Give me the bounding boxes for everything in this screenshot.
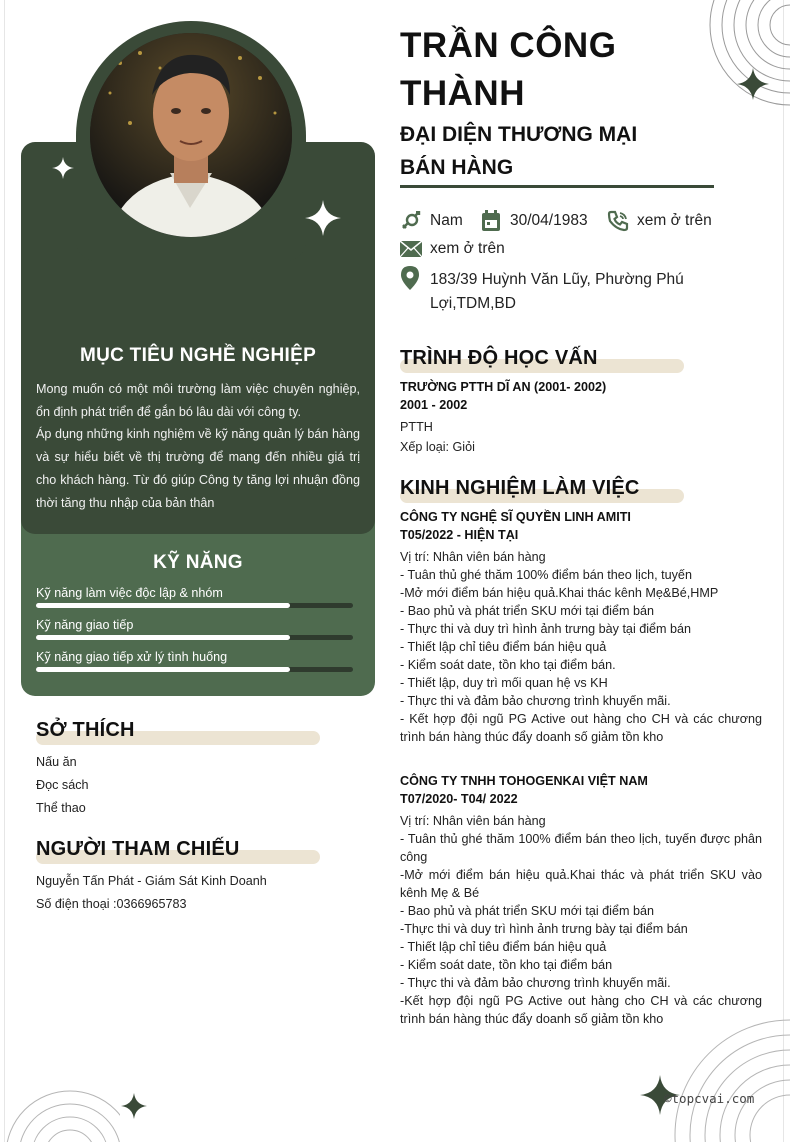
email-icon — [400, 241, 422, 257]
watermark: ©topcvai.com — [664, 1091, 755, 1106]
hobby-item: Đọc sách — [36, 778, 89, 792]
job-description-line: - Thiết lập chỉ tiêu điểm bán hiệu quả — [400, 640, 607, 654]
experience-title: KINH NGHIỆM LÀM VIỆC — [400, 477, 640, 499]
job-description-line: - Kết hợp đội ngũ PG Active out hàng cho CH và các chương trình bán hàng thúc đẩy doanh số giảm tồn kho — [400, 712, 762, 744]
role-line: ĐẠI DIỆN THƯƠNG MẠI — [400, 123, 638, 146]
job-description-line: - Bao phủ và phát triển SKU mới tại điểm bán — [400, 904, 654, 918]
job-description-line: - Kiểm soát date, tồn kho tại điểm bán. — [400, 658, 616, 672]
job-description-line: - Kiểm soát date, tồn kho tại điểm bán — [400, 958, 613, 972]
skill-label: Kỹ năng giao tiếp — [36, 618, 134, 632]
job-description-line: -Mở mới điểm bán hiệu quả.Khai thác kênh Mẹ&Bé,HMP — [400, 586, 719, 600]
address-line: Lợi,TDM,BD — [430, 295, 516, 312]
birthday-value: 30/04/1983 — [510, 212, 588, 229]
job-description-line: - Thiết lập chỉ tiêu điểm bán hiệu quả — [400, 940, 607, 954]
education-period: 2001 - 2002 — [400, 398, 468, 412]
references-title: NGƯỜI THAM CHIẾU — [36, 838, 240, 860]
hobby-item: Thể thao — [36, 801, 86, 815]
education-major: PTTH — [400, 420, 433, 434]
job-description-line: - Thực thi và đảm bảo chương trình khuyến mãi. — [400, 976, 671, 990]
job-description-line: -Mở mới điểm bán hiệu quả.Khai thác và phát triển SKU vào kênh Mẹ & Bé — [400, 868, 762, 900]
name-line: TRẦN CÔNG — [400, 26, 617, 65]
job-description-line: Vị trí: Nhân viên bán hàng — [400, 550, 546, 564]
sparkle-icon — [305, 200, 341, 236]
reference-name: Nguyễn Tấn Phát - Giám Sát Kinh Doanh — [36, 874, 267, 888]
skill-bar — [36, 667, 353, 672]
objective-paragraph: Áp dụng những kinh nghiệm về kỹ năng quản lý bán hàng và sự hiểu biết về thị trường để mang đến nhiều giá trị cho khách hàng. Từ đó giúp Công ty tăng lợi nhuận đồng thời tăng thu nhập của bản thân — [36, 427, 360, 510]
sparkle-icon — [121, 1093, 147, 1119]
gender-icon — [400, 211, 422, 233]
job-description-line: - Tuân thủ ghé thăm 100% điểm bán theo lịch, tuyến — [400, 568, 692, 582]
name-line: THÀNH — [400, 74, 525, 113]
company-name: CÔNG TY TNHH TOHOGENKAI VIỆT NAM — [400, 774, 648, 788]
sparkle-icon — [52, 157, 74, 179]
profile-photo — [90, 33, 292, 237]
education-title: TRÌNH ĐỘ HỌC VẤN — [400, 347, 598, 369]
skill-label: Kỹ năng giao tiếp xử lý tình huống — [36, 650, 228, 664]
objective-title: MỤC TIÊU NGHỀ NGHIỆP — [79, 345, 317, 366]
hobbies-title: SỞ THÍCH — [36, 719, 135, 741]
address-line: 183/39 Huỳnh Văn Lũy, Phường Phú — [430, 271, 684, 288]
job-description-line: -Kết hợp đội ngũ PG Active out hàng cho CH và các chương trình bán hàng thúc đẩy doanh số giảm tồn kho — [400, 994, 762, 1026]
school-name: TRƯỜNG PTTH DĨ AN (2001- 2002) — [400, 380, 607, 394]
hobby-item: Nấu ăn — [36, 755, 77, 769]
job-description-line: - Tuân thủ ghé thăm 100% điểm bán theo lịch, tuyến được phân công — [400, 832, 762, 864]
skill-bar-fill — [36, 667, 290, 672]
calendar-icon — [481, 210, 501, 232]
job-period: T07/2020- T04/ 2022 — [400, 792, 518, 806]
phone-value: xem ở trên — [637, 212, 712, 229]
job-description-line: - Thực thi và đảm bảo chương trình khuyến mãi. — [400, 694, 671, 708]
skill-bar-fill — [36, 603, 290, 608]
location-icon — [401, 266, 419, 290]
job-description-line: - Thiết lập, duy trì mối quan hệ vs KH — [400, 676, 608, 690]
decorative-arcs-bottom-left — [0, 1060, 120, 1142]
education-grade: Xếp loại: Giỏi — [400, 440, 475, 454]
address-value — [430, 268, 684, 316]
skills-title: KỸ NĂNG — [153, 552, 243, 573]
skill-label: Kỹ năng làm việc độc lập & nhóm — [36, 586, 223, 600]
role-line: BÁN HÀNG — [400, 156, 514, 179]
skill-bar — [36, 603, 353, 608]
job-description-line: - Thực thi và duy trì hình ảnh trưng bày tại điểm bán — [400, 622, 692, 636]
objective-paragraph: Mong muốn có một môi trường làm việc chuyên nghiệp, ổn định phát triển để gắn bó lâu dài với công ty. — [36, 382, 360, 419]
job-period: T05/2022 - HIỆN TẠI — [400, 528, 519, 542]
title-divider — [400, 185, 714, 188]
job-description-line: -Thực thi và duy trì hình ảnh trưng bày tại điểm bán — [400, 922, 688, 936]
skill-bar — [36, 635, 353, 640]
job-description-line: - Bao phủ và phát triển SKU mới tại điểm bán — [400, 604, 654, 618]
company-name: CÔNG TY NGHỆ SĨ QUYỀN LINH AMITI — [400, 510, 631, 524]
objective-text — [36, 378, 360, 514]
reference-phone: Số điện thoại :0366965783 — [36, 897, 187, 911]
candidate-name — [400, 22, 760, 118]
gender-value: Nam — [430, 212, 463, 229]
phone-icon — [607, 210, 629, 232]
job-description-line: Vị trí: Nhân viên bán hàng — [400, 814, 546, 828]
skill-bar-fill — [36, 635, 290, 640]
email-value: xem ở trên — [430, 240, 505, 257]
job-title — [400, 118, 720, 184]
